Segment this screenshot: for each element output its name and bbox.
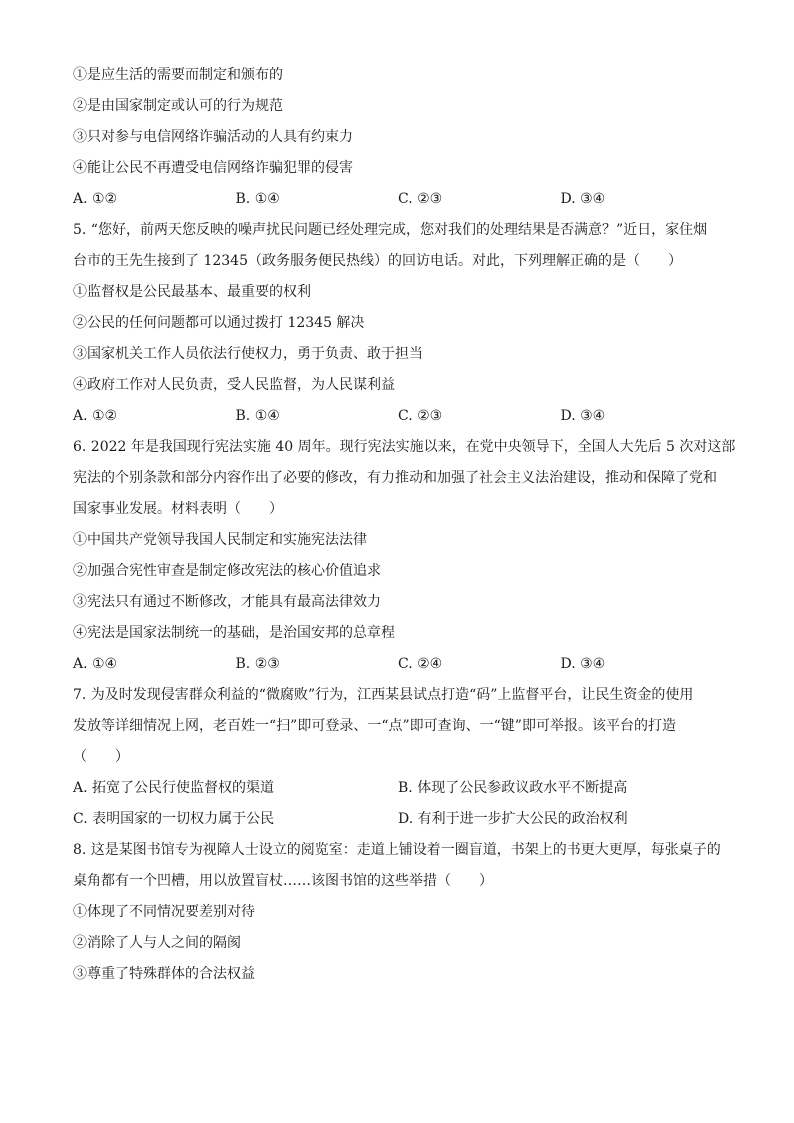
text-line: ④宪法是国家法制统一的基础，是治国安邦的总章程 xyxy=(73,625,395,641)
text-line: 宪法的个别条款和部分内容作出了必要的修改，有力推动和加强了社会主义法治建设，推动和保障了党和 xyxy=(73,470,717,486)
text-line: ③宪法只有通过不断修改，才能具有最高法律效力 xyxy=(73,594,381,610)
answer-options-row xyxy=(73,184,723,215)
answer-option: B. ②③ xyxy=(235,656,280,672)
text-line: ③国家机关工作人员依法行使权力，勇于负责、敢于担当 xyxy=(73,346,423,362)
answer-options-row xyxy=(73,401,723,432)
answer-option: D. ③④ xyxy=(560,656,606,672)
text-line: ④能让公民不再遭受电信网络诈骗犯罪的侵害 xyxy=(73,160,353,176)
answer-option: C. ②③ xyxy=(398,191,443,207)
text-line: 桌角都有一个凹槽，用以放置盲杖……该图书馆的这些举措（ ） xyxy=(73,873,493,889)
text-line: 7. 为及时发现侵害群众利益的“微腐败”行为，江西某县试点打造“码”上监督平台，让民生资金的使用 xyxy=(73,687,694,703)
text-line: ③只对参与电信网络诈骗活动的人具有约束力 xyxy=(73,129,353,145)
text-line: ②是由国家制定或认可的行为规范 xyxy=(73,98,283,114)
text-line: ①监督权是公民最基本、最重要的权利 xyxy=(73,284,311,300)
text-line: 8. 这是某图书馆专为视障人士设立的阅览室：走道上铺设着一圈盲道，书架上的书更大更厚，每张桌子的 xyxy=(73,842,721,858)
answer-option: A. ①② xyxy=(73,191,118,207)
answer-option: B. ①④ xyxy=(235,408,280,424)
text-line: ①体现了不同情况要差别对待 xyxy=(73,904,255,920)
answer-option: A. 拓宽了公民行使监督权的渠道 xyxy=(73,780,275,796)
answer-option: A. ①② xyxy=(73,408,118,424)
text-line: ③尊重了特殊群体的合法权益 xyxy=(73,966,255,982)
text-line: ①中国共产党领导我国人民制定和实施宪法法律 xyxy=(73,532,367,548)
exam-page xyxy=(73,60,736,990)
text-line: 台市的王先生接到了 12345（政务服务便民热线）的回访电话。对此，下列理解正确的是（ ） xyxy=(73,253,682,269)
answer-option: D. ③④ xyxy=(560,191,606,207)
answer-option: C. ②③ xyxy=(398,408,443,424)
text-line: 发放等详细情况上网，老百姓一“扫”即可登录、一“点”即可查询、一“键”即可举报。该平台的打造 xyxy=(73,718,676,734)
text-line: 国家事业发展。材料表明（ ） xyxy=(73,501,283,517)
answer-option: B. ①④ xyxy=(235,191,280,207)
text-line: ②加强合宪性审查是制定修改宪法的核心价值追求 xyxy=(73,563,381,579)
answer-option: D. 有利于进一步扩大公民的政治权利 xyxy=(398,811,628,827)
answer-option: C. ②④ xyxy=(398,656,443,672)
text-line: ④政府工作对人民负责，受人民监督，为人民谋利益 xyxy=(73,377,395,393)
answer-options-row xyxy=(73,804,723,835)
text-line: 5. “您好，前两天您反映的噪声扰民问题已经处理完成，您对我们的处理结果是否满意？”近日，家住烟 xyxy=(73,222,708,238)
answer-options-row xyxy=(73,649,723,680)
text-line: ②消除了人与人之间的隔阂 xyxy=(73,935,241,951)
answer-option: C. 表明国家的一切权力属于公民 xyxy=(73,811,275,827)
answer-option: D. ③④ xyxy=(560,408,606,424)
text-line: （ ） xyxy=(73,749,129,765)
text-line: ②公民的任何问题都可以通过拨打 12345 解决 xyxy=(73,315,365,331)
text-line: ①是应生活的需要而制定和颁布的 xyxy=(73,67,283,83)
answer-option: A. ①④ xyxy=(73,656,118,672)
answer-options-row xyxy=(73,773,723,804)
text-line: 6. 2022 年是我国现行宪法实施 40 周年。现行宪法实施以来，在党中央领导下，全国人大先后 5 次对这部 xyxy=(73,439,736,455)
answer-option: B. 体现了公民参政议政水平不断提高 xyxy=(398,780,628,796)
